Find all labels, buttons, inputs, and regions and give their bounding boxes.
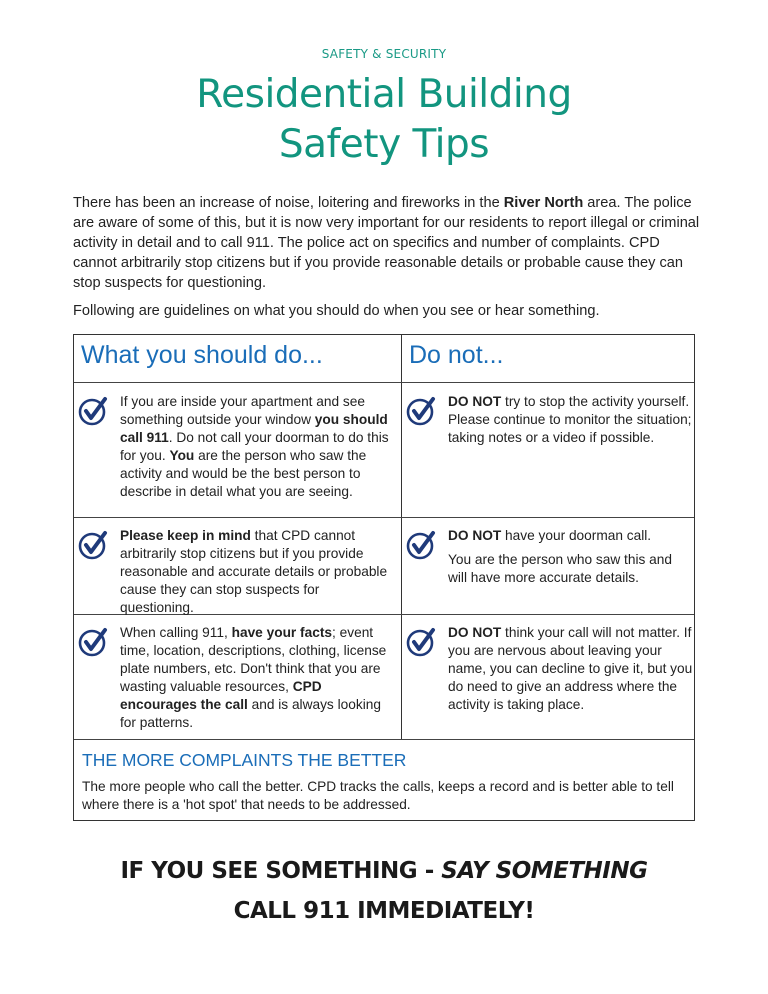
checkmark-circle-icon [406, 626, 438, 658]
checkmark-circle-icon [406, 529, 438, 561]
checkmark-circle-icon [406, 395, 438, 427]
cta-line-2: CALL 911 IMMEDIATELY! [233, 898, 535, 924]
complaints-text: The more people who call the better. CPD tracks the calls, keeps a record and is better able to tell where there is a 'hot spot' that needs to be addressed. [82, 779, 674, 812]
guidelines-table: What you should do... Do not... If you are inside your apartment and see something outside your window you should call 911. Do not call your doorman to do this for you. You are the person who saw the activity and would be the best person to describe in detail what you are seeing. DO NOT try to stop the activity yourself. Please continue to monitor the situation; taking notes or a video if possible. Please keep in mind that CPD cannot arbitrarily stop citizens but if you provide reasonable and accurate details or probable cause they can stop suspects for questioning. DO NOT have your doorman call. You are the person who saw this and will have more accurate details. When calling 911, have your facts; event time, location, descriptions, clothing, license plate numbers, etc. Don't think that you are wasting valuable resources, CPD encourages the call and is always looking for patterns. DO NOT think your call will not matter. If you are nervous about leaving your name, you can decline to give it, but you do need to give an address where the activity is taking place. THE MORE COMPLAINTS THE BETTER The more people who call the better. CPD tracks the calls, keeps a record and is better able to tell where there is a 'hot spot' that needs to be addressed. [73, 334, 695, 821]
column-divider [401, 335, 402, 740]
checkmark-circle-icon [78, 626, 110, 658]
section-kicker: SAFETY & SECURITY [321, 47, 447, 61]
title-line-2: Safety Tips [278, 122, 490, 167]
cta-line-1: IF YOU SEE SOMETHING - SAY SOMETHING [120, 858, 648, 884]
row-divider-1 [74, 517, 694, 518]
checkmark-circle-icon [78, 395, 110, 427]
column-heading-do: What you should do... [81, 341, 323, 369]
river-north-emphasis: River North [503, 195, 584, 211]
say-something-emphasis: SAY SOMETHING [441, 858, 648, 884]
header-divider [74, 382, 694, 383]
intro-paragraph-1: There has been an increase of noise, loitering and fireworks in the River North area. The police are aware of some of this, but it is now very important for our residents to report illegal or criminal activity in detail and to call 911. The police act on specifics and number of complaints. CPD cannot arbitrarily stop citizens but if you provide reasonable details or probable cause they can stop suspects for questioning. [73, 195, 700, 291]
intro-text [73, 193, 703, 329]
complaints-heading: THE MORE COMPLAINTS THE BETTER [82, 750, 407, 770]
checkmark-circle-icon [78, 529, 110, 561]
row-divider-3 [74, 739, 694, 740]
intro-paragraph-2: Following are guidelines on what you should do when you see or hear something. [73, 303, 600, 319]
title-line-1: Residential Building [196, 72, 572, 117]
column-heading-dont: Do not... [409, 341, 504, 369]
page-title [0, 70, 768, 170]
